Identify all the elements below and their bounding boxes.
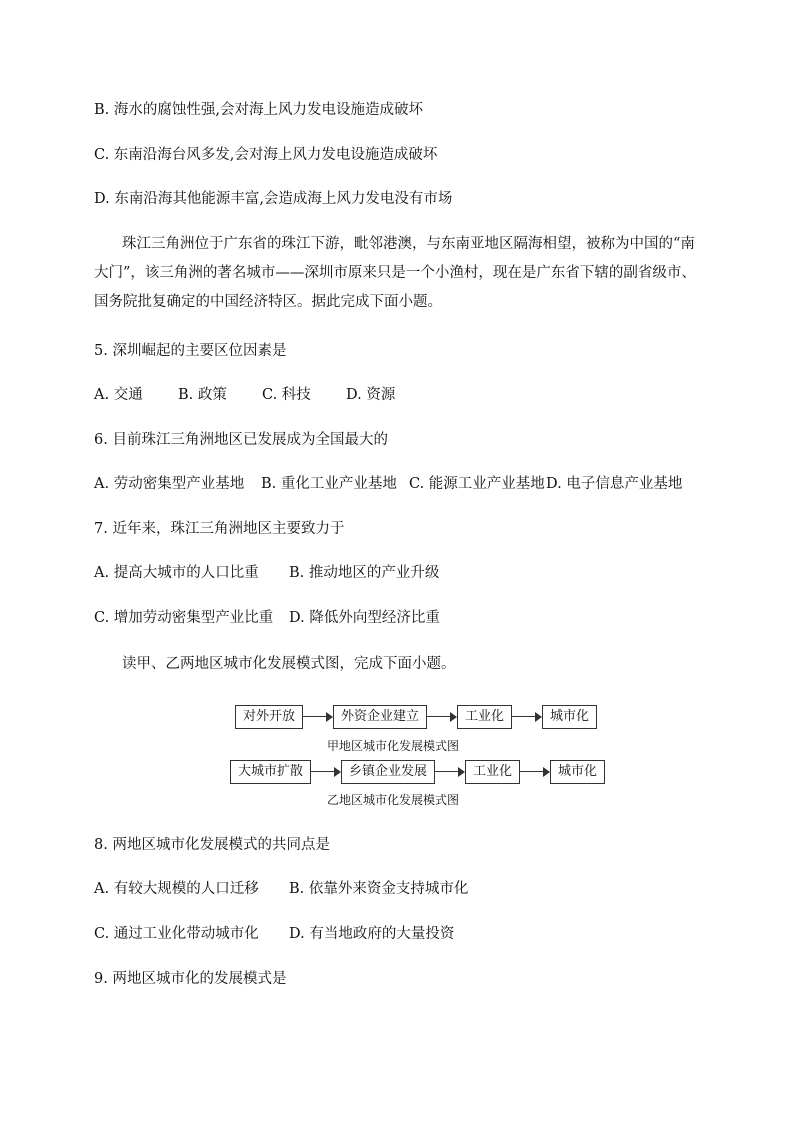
q7-options-row2 xyxy=(94,608,440,628)
q6-option-a: A. 劳动密集型产业基地 xyxy=(94,476,245,492)
q8-option-a: A. 有较大规模的人口迁移 xyxy=(94,881,259,897)
q8-option-d: D. 有当地政府的大量投资 xyxy=(289,926,455,942)
flow-arrow-icon xyxy=(303,712,333,722)
flow-arrow-icon xyxy=(427,712,457,722)
flow-box-b4: 城市化 xyxy=(550,760,605,784)
flow-arrow-icon xyxy=(512,712,542,722)
q5-option-c: C. 科技 xyxy=(262,387,311,403)
flow-arrow-icon xyxy=(520,767,550,777)
figure-row-a xyxy=(235,705,597,729)
flow-box-b2: 乡镇企业发展 xyxy=(341,760,435,784)
q4-option-c: C. 东南沿海台风多发,会对海上风力发电设施造成破坏 xyxy=(94,147,438,163)
flow-box-b3: 工业化 xyxy=(465,760,520,784)
flow-box-a3: 工业化 xyxy=(457,705,512,729)
q5-options xyxy=(94,385,395,405)
q7-stem: 7. 近年来，珠江三角洲地区主要致力于 xyxy=(94,521,345,537)
q6-option-b: B. 重化工业产业基地 xyxy=(261,476,397,492)
q7-option-d: D. 降低外向型经济比重 xyxy=(289,610,440,626)
flow-arrow-icon xyxy=(435,767,465,777)
flow-arrow-icon xyxy=(311,767,341,777)
q4-option-d: D. 东南沿海其他能源丰富,会造成海上风力发电没有市场 xyxy=(94,191,453,207)
figure-row-b xyxy=(230,760,605,784)
q6-options xyxy=(94,474,682,494)
q6-stem: 6. 目前珠江三角洲地区已发展成为全国最大的 xyxy=(94,432,388,448)
figure-caption-a: 甲地区城市化发展模式图 xyxy=(327,739,460,753)
q4-option-b: B. 海水的腐蚀性强,会对海上风力发电设施造成破坏 xyxy=(94,102,423,118)
q8-options-row2 xyxy=(94,924,454,944)
q5-option-b: B. 政策 xyxy=(178,387,227,403)
flow-box-a4: 城市化 xyxy=(542,705,597,729)
q6-option-c: C. 能源工业产业基地 xyxy=(409,476,545,492)
flow-box-b1: 大城市扩散 xyxy=(230,760,311,784)
q8-options-row1 xyxy=(94,879,468,899)
q8-option-c: C. 通过工业化带动城市化 xyxy=(94,926,259,942)
q9-stem: 9. 两地区城市化的发展模式是 xyxy=(94,971,287,987)
q8-stem: 8. 两地区城市化发展模式的共同点是 xyxy=(94,837,330,853)
q5-option-a: A. 交通 xyxy=(94,387,143,403)
q7-option-b: B. 推动地区的产业升级 xyxy=(289,565,440,581)
passage-figure-intro: 读甲、乙两地区城市化发展模式图，完成下面小题。 xyxy=(122,656,456,672)
flow-box-a2: 外资企业建立 xyxy=(333,705,427,729)
q7-option-c: C. 增加劳动密集型产业比重 xyxy=(94,610,274,626)
flow-box-a1: 对外开放 xyxy=(235,705,303,729)
q7-option-a: A. 提高大城市的人口比重 xyxy=(94,565,259,581)
q5-stem: 5. 深圳崛起的主要区位因素是 xyxy=(94,343,287,359)
figure-caption-b: 乙地区城市化发展模式图 xyxy=(327,793,460,807)
q5-option-d: D. 资源 xyxy=(346,387,396,403)
q6-option-d: D. 电子信息产业基地 xyxy=(546,476,683,492)
passage-pearl-river-delta: 珠江三角洲位于广东省的珠江下游，毗邻港澳，与东南亚地区隔海相望，被称为中国的“南大门”，该三角洲的著名城市——深圳市原来只是一个小渔村，现在是广东省下辖的副省级市、国务院批复确定的中国经济特区。据此完成下面小题。 xyxy=(94,236,696,310)
q7-options-row1 xyxy=(94,563,439,583)
q8-option-b: B. 依靠外来资金支持城市化 xyxy=(289,881,469,897)
